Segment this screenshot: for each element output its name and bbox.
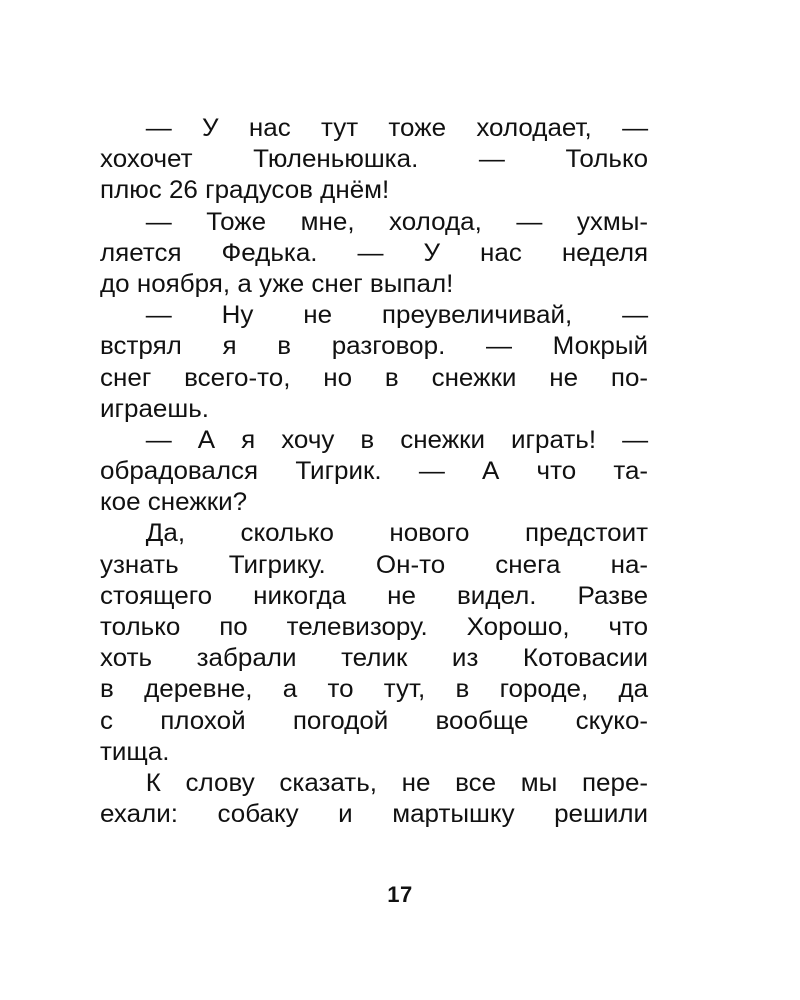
text-line: — А я хочу в снежки играть! — <box>145 425 649 454</box>
text-line: хохочет Тюленьюшка. — Только <box>100 145 649 174</box>
text-line: узнать Тигрику. Он-то снега на- <box>100 550 649 579</box>
text-line: плюс 26 градусов днём! <box>100 176 390 205</box>
text-line: стоящего никогда не видел. Разве <box>100 581 649 610</box>
text-line: встрял я в разговор. — Мокрый <box>100 332 649 361</box>
text-line: К слову сказать, не все мы пере- <box>145 768 649 797</box>
text-line: снег всего-то, но в снежки не по- <box>100 363 649 392</box>
text-line: — Ну не преувеличивай, — <box>145 301 649 330</box>
text-line: в деревне, а то тут, в городе, да <box>100 675 649 704</box>
text-line: тища. <box>100 737 170 766</box>
text-line: ляется Федька. — У нас неделя <box>100 238 649 267</box>
text-line: играешь. <box>100 394 210 423</box>
text-line: с плохой погодой вообще скуко- <box>100 706 649 735</box>
text-line: Да, сколько нового предстоит <box>145 519 649 548</box>
text-line: кое снежки? <box>100 488 248 517</box>
text-line: — У нас тут тоже холодает, — <box>145 114 649 142</box>
text-line: только по телевизору. Хорошо, что <box>100 613 649 641</box>
text-line: хоть забрали телик из Котовасии <box>100 644 649 673</box>
body-text <box>100 113 648 830</box>
text-line: обрадовался Тигрик. — А что та- <box>100 457 649 486</box>
text-line: до ноября, а уже снег выпал! <box>100 269 454 298</box>
page-number: 17 <box>387 882 413 907</box>
text-line: ехали: собаку и мартышку решили <box>100 800 649 829</box>
text-line: — Тоже мне, холода, — ухмы- <box>145 207 649 236</box>
